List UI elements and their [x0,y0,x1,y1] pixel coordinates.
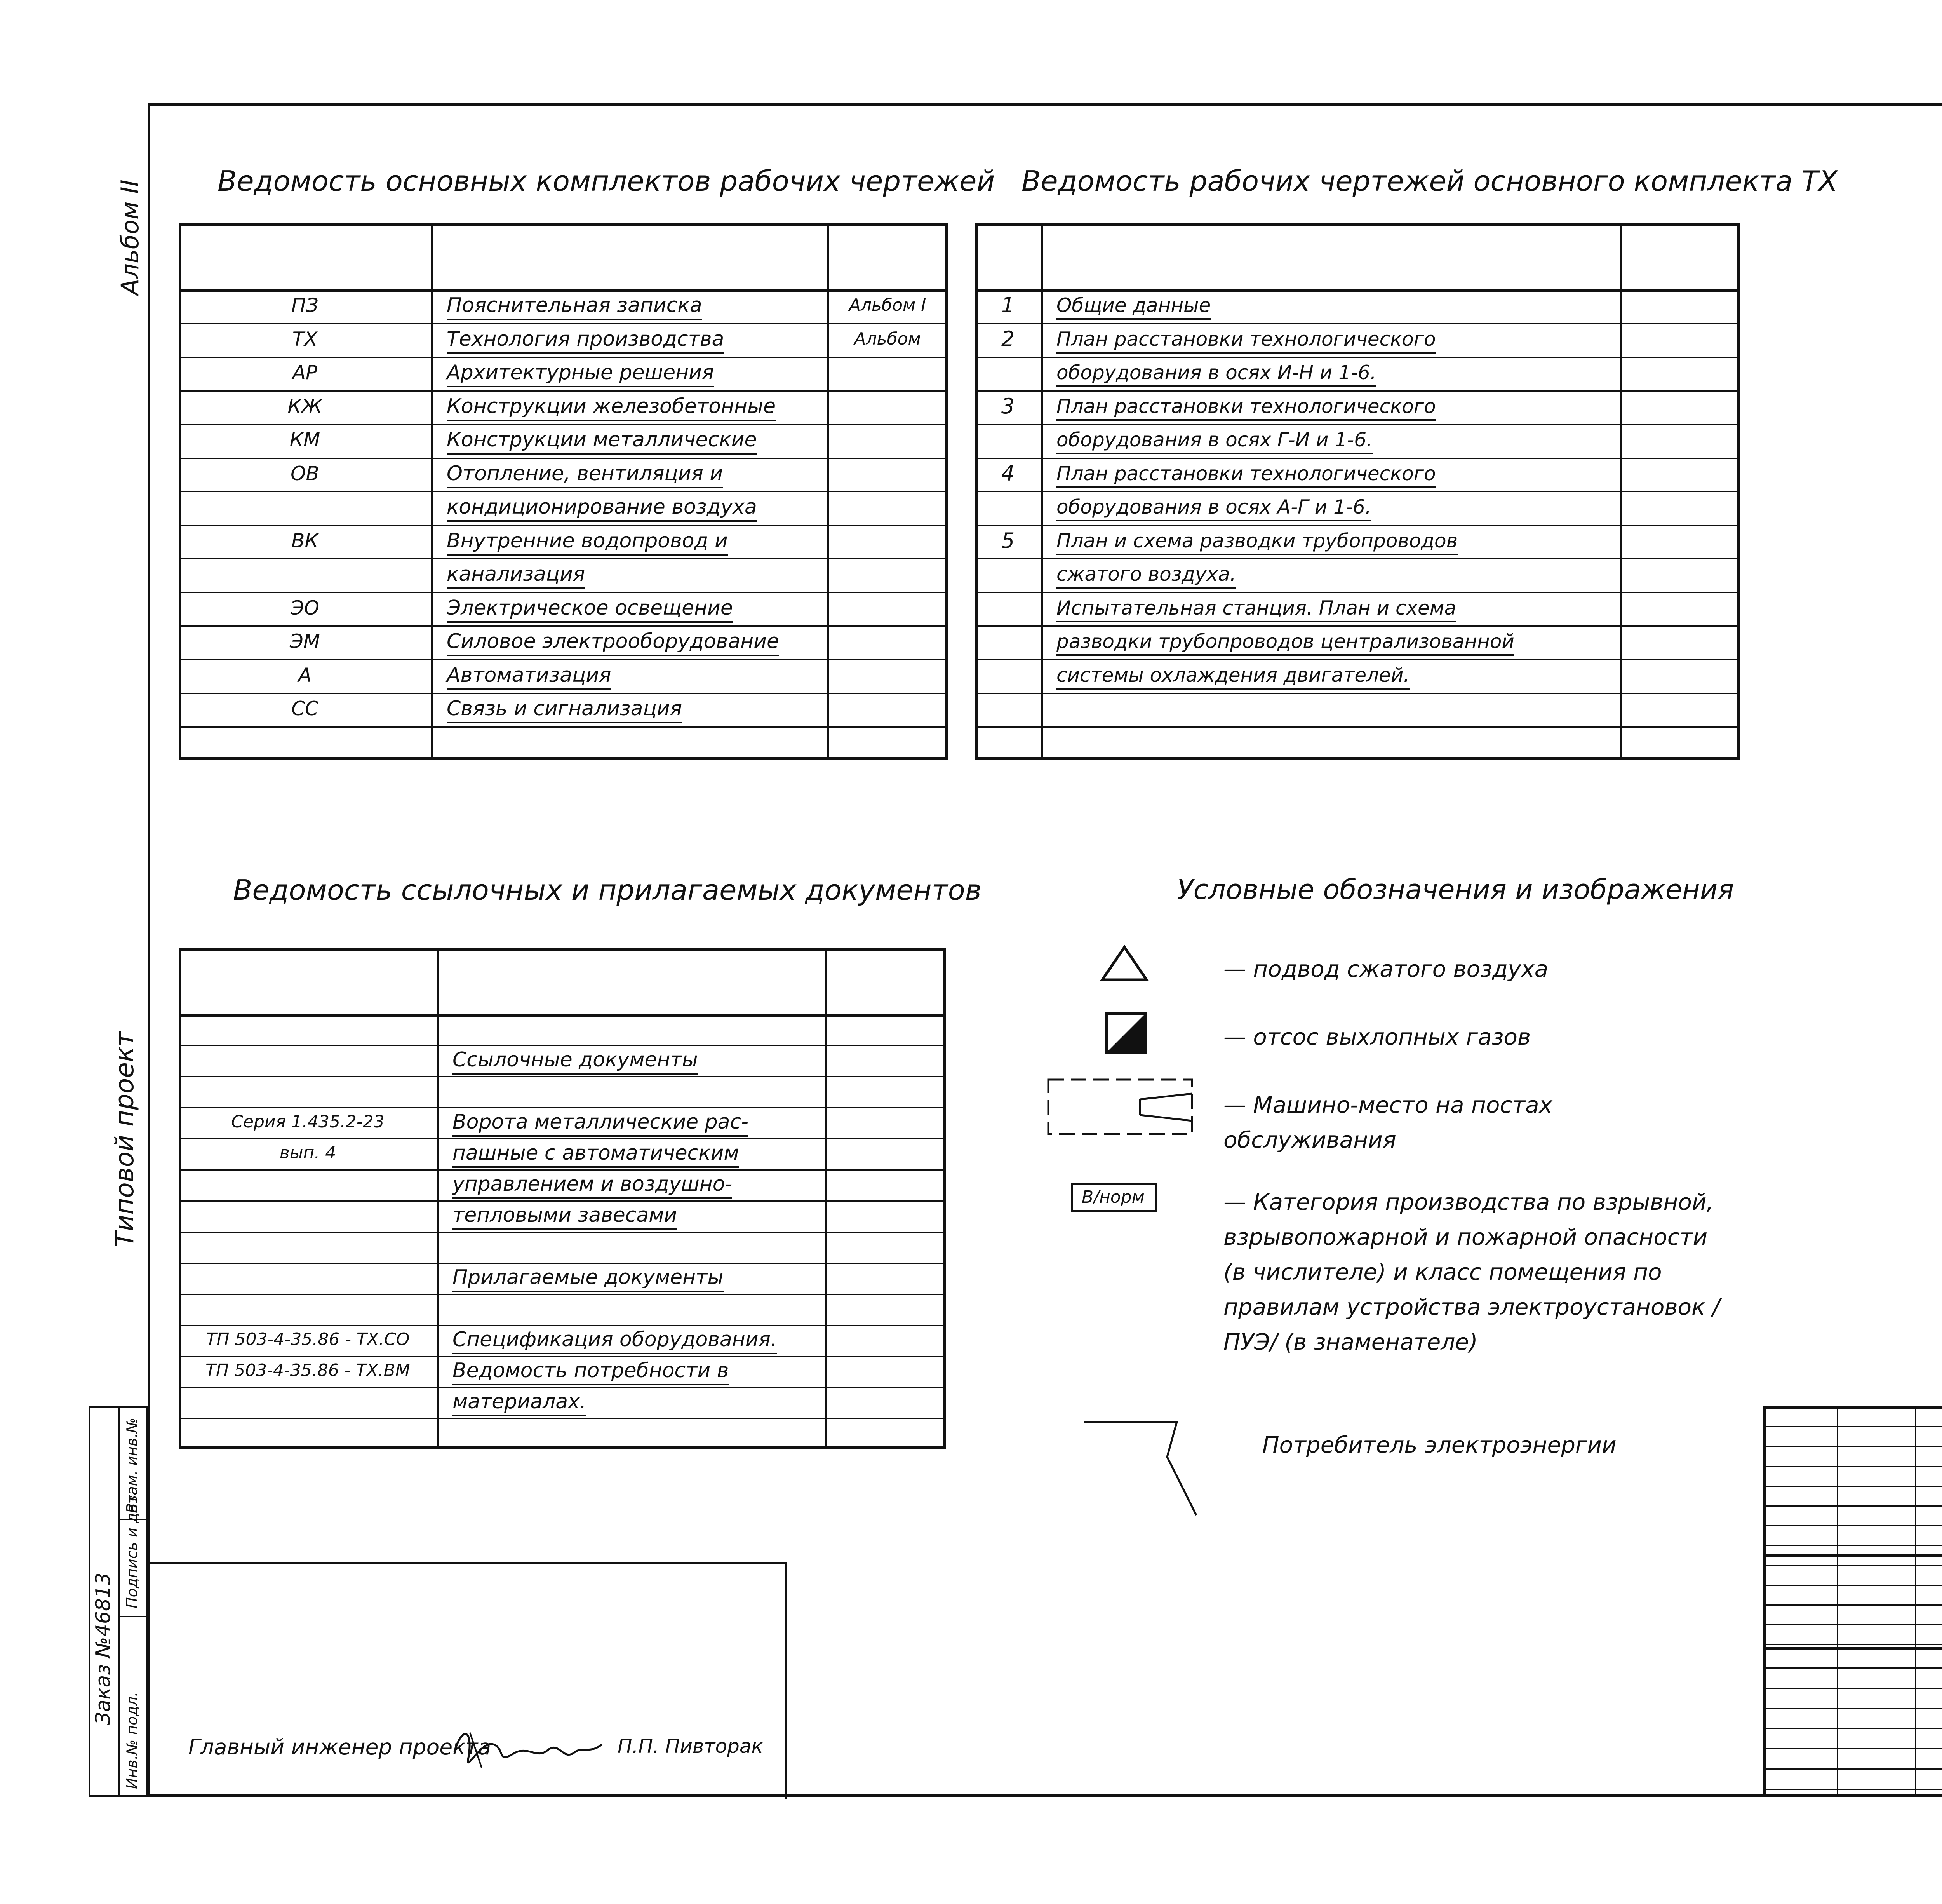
drawings_table-cell [1041,564,1620,584]
sets_table-row-line [179,592,948,593]
drawings_table-header-line [975,289,1740,292]
refs_table-cell-text: тепловыми завесами [452,1204,677,1230]
sets_table-cell [827,297,948,314]
sets_table-cell [431,531,827,551]
sets_table-cell-text: канализация [447,563,585,589]
refs_table-cell [437,1112,825,1132]
stamp-sign-label: Подпись и дата [124,1486,141,1608]
refs_table-cell [437,1392,825,1412]
drawings_table-row-line [975,726,1740,728]
drawings_table-cell [1041,497,1620,517]
refs_table-cell [437,1205,825,1225]
tb-grid-row [1763,1446,1942,1447]
exhaust-suction-icon [1105,1012,1148,1055]
drawings_table-cell [975,326,1041,351]
sets_table-cell [431,430,827,450]
drawings_table-cell-text: оборудования в осях И-Н и 1-6. [1056,361,1376,387]
refs_table-row-line [179,1107,946,1108]
sets_table-cell [431,564,827,584]
drawings_table-cell [1041,531,1620,550]
sets_table-row-line [179,625,948,627]
refs_table-cell [437,1267,825,1287]
sets_table-cell [179,464,431,483]
refs_table-cell [437,1174,825,1194]
sets_table-cell-text: КМ [289,429,320,451]
refs_table-row-line [179,1169,946,1171]
drawings_table-row-line [975,592,1740,593]
drawings_table-row-line [975,323,1740,324]
refs_table-cell-text: Серия 1.435.2-23 [231,1112,385,1132]
sets_table-cell-text: АР [292,361,318,384]
refs_table-cell [179,1331,437,1348]
legend-item-5: Потребитель электроэнергии [1262,1432,1617,1458]
refs_table-cell [437,1329,825,1350]
sets_table-row-line [179,323,948,324]
sets_table-cell-text: ЭО [290,596,320,619]
tb-grid-row [1763,1466,1942,1467]
tb-grid-row [1763,1565,1942,1566]
tb-grid-row [1763,1505,1942,1507]
refs_table-row-line [179,1138,946,1139]
drawings_table-cell-text: оборудования в осях Г-И и 1-6. [1056,429,1373,454]
refs_table-row-line [179,1200,946,1202]
sets_table-cell-text: Связь и сигнализация [447,697,682,723]
sets-table-title: Ведомость основных комплектов рабочих чертежей [218,165,995,197]
sets_table-cell [179,430,431,449]
refs-table-title: Ведомость ссылочных и прилагаемых документов [233,874,982,906]
sets_table-row-line [179,726,948,728]
sets_table-row-line [179,659,948,660]
tb-grid-row [1763,1426,1942,1427]
legend-title: Условные обозначения и изображения [1177,874,1734,906]
drawings_table-cell-text: 1 [1001,293,1015,318]
drawings_table-cell-text: Испытательная станция. План и схема [1056,597,1456,622]
drawings_table-cell-text: сжатого воздуха. [1056,563,1236,589]
sets_table-cell-text: Внутренние водопровод и [447,529,728,556]
tb-vline [1915,1406,1916,1797]
drawings_table-cell [1041,329,1620,349]
sets_table-cell-text: Альбом I [849,295,926,315]
chief-engineer-label: Главный инженер проекта [188,1735,491,1759]
drawings_table-cell [1041,598,1620,618]
sets_table-cell [431,295,827,315]
sets_table-row-line [179,424,948,425]
sets_table-cell [179,699,431,718]
tb-staff-row [1763,1708,1942,1709]
stamp-inv-label: Инв.№ подл. [124,1691,141,1789]
sets_table-cell-text: Конструкции железобетонные [447,395,776,421]
sets_table-cell [827,331,948,348]
project-label: Типовой проект [110,1031,139,1247]
tb-staff-row [1763,1748,1942,1749]
refs_table-cell [179,1362,437,1379]
refs_table-row-line [179,1356,946,1357]
drawings_table-row-line [975,390,1740,392]
refs_table-cell [179,1113,437,1131]
drawings_table-cell [975,463,1041,484]
refs_table-row-line [179,1418,946,1419]
refs_table-cell [437,1360,825,1381]
drawings_table-cell-text: 3 [1001,394,1015,418]
drawings_table-row-line [975,357,1740,358]
tb-vline [1837,1406,1838,1797]
refs_table-cell-text: пашные с автоматическим [452,1141,739,1168]
refs_table-row-line [179,1076,946,1077]
power-consumer-icon [1080,1414,1204,1531]
sets_table-cell [431,329,827,349]
drawings_table-cell [1041,464,1620,483]
drawings_table-cell-text: План и схема разводки трубопроводов [1056,530,1458,555]
refs_table-cell [437,1050,825,1070]
drawings_table-cell [975,295,1041,316]
tb-staff-row [1763,1667,1942,1669]
sets_table-cell [179,665,431,685]
sets_table-cell-text: Архитектурные решения [447,361,714,387]
sets_table-row-line [179,558,948,559]
chief-signature [447,1717,610,1775]
drawings_table-cell-text: 5 [1001,528,1015,553]
drawings_table-row-line [975,525,1740,526]
drawings_table-row-line [975,424,1740,425]
sets_table-cell [431,598,827,618]
drawings_table-cell-text: 2 [1001,326,1015,351]
refs_table-row-line [179,1263,946,1264]
drawings_table-row-line [975,558,1740,559]
refs_table-header-line [179,1014,946,1017]
legend-item-1: — подвод сжатого воздуха [1223,956,1549,982]
sets_table-cell-text: Отопление, вентиляция и [447,462,723,488]
tb-grid-row [1763,1486,1942,1487]
sets_table-cell [431,631,827,652]
chief-engineer-name: П.П. Пивторак [618,1735,763,1758]
sets_table-cell-text: Электрическое освещение [447,596,733,623]
legend-item-4: — Категория производства по взрывной, взрывопожарной и пожарной опасности (в числителе) и класс помещения по правилам устройства электроустановок /ПУЭ/ (в знаменателе) [1223,1189,1720,1355]
sets_table-cell [431,699,827,719]
drawings_table-row-line [975,491,1740,492]
legend-item-3a [1223,1088,1709,1158]
sets_table-cell-text: Автоматизация [447,664,611,690]
drawings_table-row-line [975,625,1740,627]
sets_table-row-line [179,390,948,392]
refs_table-row-line [179,1325,946,1326]
refs_table-cell-text: материалах. [452,1390,586,1416]
sets_table-cell [431,396,827,416]
drawings-table-title: Ведомость рабочих чертежей основного комплекта ТХ [1021,165,1838,197]
refs_table-row-line [179,1232,946,1233]
drawings_table-cell-text: разводки трубопроводов централизованной [1056,630,1514,656]
drawings_table-cell [1041,665,1620,685]
tb-staff-row [1763,1688,1942,1689]
sets_table-cell-text: КЖ [287,395,322,418]
drawings_table-cell [975,396,1041,417]
tb-hsep-main [1763,1554,1942,1557]
refs_table-cell-text: управлением и воздушно- [452,1172,732,1199]
sets_table-cell [179,632,431,651]
sets_table-cell [179,397,431,416]
refs_table-cell-text: ТП 503-4-35.86 - ТХ.ВМ [205,1360,410,1380]
refs_table-row-line [179,1045,946,1046]
drawings_table-row-line [975,659,1740,660]
drawings_table-cell-text: План расстановки технологического [1056,462,1436,488]
sets_table-row-line [179,693,948,694]
sets_table-cell [179,531,431,550]
sets_table-cell [431,362,827,383]
drawings_table-row-line [975,693,1740,694]
tb-grid-row [1763,1585,1942,1586]
sets_table-row-line [179,491,948,492]
drawings_table-cell [1041,632,1620,651]
sets_table-cell [179,598,431,618]
sets_table-cell-text: Пояснительная записка [447,294,702,320]
drawings_table-cell [1041,363,1620,382]
machine-place-icon [1047,1078,1194,1136]
refs_table-col-line [825,948,827,1449]
sets_table-cell-text: Конструкции металлические [447,428,757,455]
tb-grid-row [1763,1545,1942,1546]
refs_table-cell-text: ТП 503-4-35.86 - ТХ.СО [206,1329,410,1349]
refs_table-cell [179,1144,437,1162]
tb-grid-row [1763,1525,1942,1526]
drawings_table-cell-text: 4 [1001,461,1015,486]
sets_table-cell-text: ОВ [291,462,319,485]
refs_table-row-line [179,1294,946,1295]
sets_table-cell-text: СС [291,697,318,720]
sets_table-cell-text: ТХ [292,327,318,350]
refs_table-cell-text: Спецификация оборудования. [452,1328,777,1354]
refs_table-cell [437,1143,825,1163]
refs_table-cell-text: Прилагаемые документы [452,1266,724,1292]
drawings_table-cell [1041,296,1620,315]
refs_table-cell-text: Ворота металлические рас- [452,1110,748,1137]
sets_table-cell-text: Силовое электрооборудование [447,630,779,656]
sets_table-cell-text: ПЗ [291,294,318,317]
legend-item-2: — отсос выхлопных газов [1223,1024,1531,1050]
refs_table-cell-text: Ссылочные документы [452,1048,698,1075]
tb-staff-row [1763,1728,1942,1729]
tb-staff-row [1763,1768,1942,1770]
sets_table-cell [179,296,431,315]
sets_table-cell [179,329,431,349]
album-label: Альбом II [116,179,144,295]
sets_table-header-line [179,289,948,292]
compressed-air-triangle-icon [1099,944,1150,983]
sets_table-cell-text: кондиционирование воздуха [447,495,757,522]
stamp-exch-label: Взам. инв.№ [124,1418,141,1513]
tb-grid-row [1763,1624,1942,1625]
sets_table-cell [431,463,827,484]
refs_table-cell-text: вып. 4 [279,1143,336,1163]
sets_table-cell-text: А [298,664,312,686]
drawings_table-cell-text: Общие данные [1056,294,1211,320]
drawings_table-row-line [975,458,1740,459]
drawings_table-cell [975,530,1041,551]
tb-grid-row [1763,1644,1942,1645]
tb-staff-row [1763,1789,1942,1790]
sets_table-cell [179,363,431,382]
drawings_table-cell-text: системы охлаждения двигателей. [1056,664,1410,690]
refs_table-cell-text: Ведомость потребности в [452,1359,729,1385]
order-number: Заказ №46813 [92,1572,115,1725]
sets_table-row-line [179,525,948,526]
drawings_table-cell-text: оборудования в осях А-Г и 1-6. [1056,496,1371,521]
sets_table-cell [431,665,827,685]
sets_table-cell-text: ЭМ [289,630,320,653]
drawings_table-cell [1041,430,1620,449]
drawings_table-cell [1041,397,1620,416]
sets_table-cell-text: ВК [291,529,318,552]
tb-grid-row [1763,1604,1942,1606]
category-box-text: В/норм [1082,1187,1145,1207]
sets_table-cell-text: Альбом [854,329,921,349]
legend-item-3-text: — Машино-место на постах обслуживания [1223,1092,1553,1153]
tb-hsep-main [1763,1647,1942,1650]
sets_table-cell [431,497,827,517]
sets_table-cell-text: Технология производства [447,327,724,354]
drawings_table-cell-text: План расстановки технологического [1056,395,1436,421]
sets_table-row-line [179,357,948,358]
sets_table-row-line [179,458,948,459]
drawings_table-cell-text: План расстановки технологического [1056,328,1436,354]
refs_table-row-line [179,1387,946,1388]
